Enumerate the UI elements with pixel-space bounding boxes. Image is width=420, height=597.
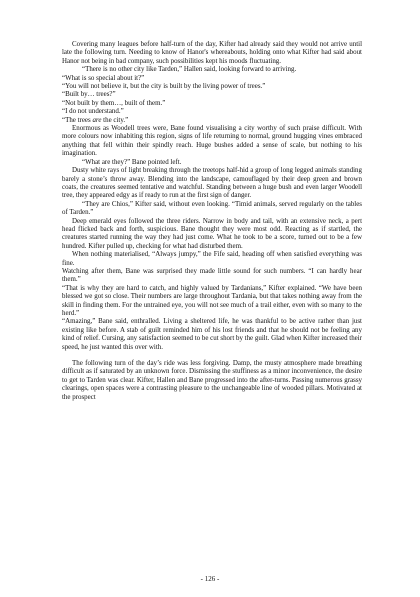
paragraph: “What is so special about it?”	[62, 73, 145, 82]
paragraph: “That is why they are hard to catch, and highly valued by Tardanians,” Kifter explained. “We have been blessed we got so close. Their numbers are large throughout Tardania, but that takes nothing away from the skill in finding them. For the untrained eye, you will not see much of a trail either, even with so many to the herd.”	[62, 283, 362, 317]
paragraph: “You will not believe it, but the city is built by the living power of trees.”	[62, 82, 266, 91]
paragraph: Deep emerald eyes followed the three riders. Narrow in body and tail, with an extensive neck, a pert head flicked back and forth, suspicious. Bane thought they were most odd. Reacting as if startled, the creatures started running the way they had just come. What he took to be a score, turned out to be a few hundred. Kifter pulled up, checking for what had disturbed them.	[62, 216, 362, 250]
emphasis: are	[92, 115, 102, 124]
paragraph: “What are they?” Bane pointed left.	[82, 157, 182, 166]
paragraph: Enormous as Woodell trees were, Bane found visualising a city worthy of such praise difficult. With more colours now inhabiting this region, signs of life returning to normal, ground hugging vines embraced anything that fell within their spindly reach. Huge bushes added a sense of scale, but nothing to his imagination.	[62, 124, 362, 158]
paragraph: “Amazing,” Bane said, enthralled. Living a sheltered life, he was thankful to be active rather than just existing like before. A stab of guilt reminded him of his lost friends and that he should not be feeling any kind of relief. Cursing, any satisfaction seemed to be cut short by the guilt. Glad when Kifter increased their speed, he just wanted this over with.	[62, 317, 362, 351]
paragraph: When nothing materialised, “Always jumpy,” the Fife said, heading off when satisfied everything was fine.	[62, 250, 362, 267]
paragraph: “Built by… trees?”	[62, 90, 116, 99]
paragraph: The following turn of the day’s ride was less forgiving. Damp, the musty atmosphere made breathing difficult as if saturated by an unknown force. Dismissing the stuffiness as a minor inconvenience, the desire to get to Tarden was clear. Kifter, Hallen and Bane progressed into the after-turns. Passing numerous grassy clearings, open spaces were a contrasting pleasure to the unchangeable line of wooded pillars. Motivated at the prospect	[62, 359, 362, 401]
paragraph: Covering many leagues before half-turn of the day, Kifter had already said they would not arrive until late the following turn. Needing to know of Hanor's whereabouts, holding onto what Kifter had said about Hanor not being in bad company, such possibilities kept his moods fluctuating.	[62, 40, 362, 65]
paragraph: Watching after them, Bane was surprised they made little sound for such numbers. “I can hardly hear them.”	[62, 266, 362, 284]
paragraph: “Not built by them…, built of them.”	[62, 98, 166, 107]
paragraph: Dusty white rays of light breaking through the treetops half-hid a group of long legged animals standing barely a stone’s throw away. Blending into the landscape, camouflaged by their deep green and brown coats, the creatures seemed tentative and watchful. Standing between a huge bush and even larger Woodell tree, they appeared edgy as if ready to run at the first sign of danger.	[62, 166, 362, 200]
paragraph: “I do not understand.”	[62, 107, 124, 116]
body-text	[62, 40, 362, 401]
page-number: - 126 -	[200, 575, 220, 583]
paragraph: “The trees are the city.”	[62, 115, 129, 124]
paragraph: “They are Chios,” Kifter said, without even looking. “Timid animals, served regularly on the tables of Tarden.”	[62, 199, 362, 217]
paragraph: “There is no other city like Tarden,” Hallen said, looking forward to arriving.	[82, 65, 297, 74]
